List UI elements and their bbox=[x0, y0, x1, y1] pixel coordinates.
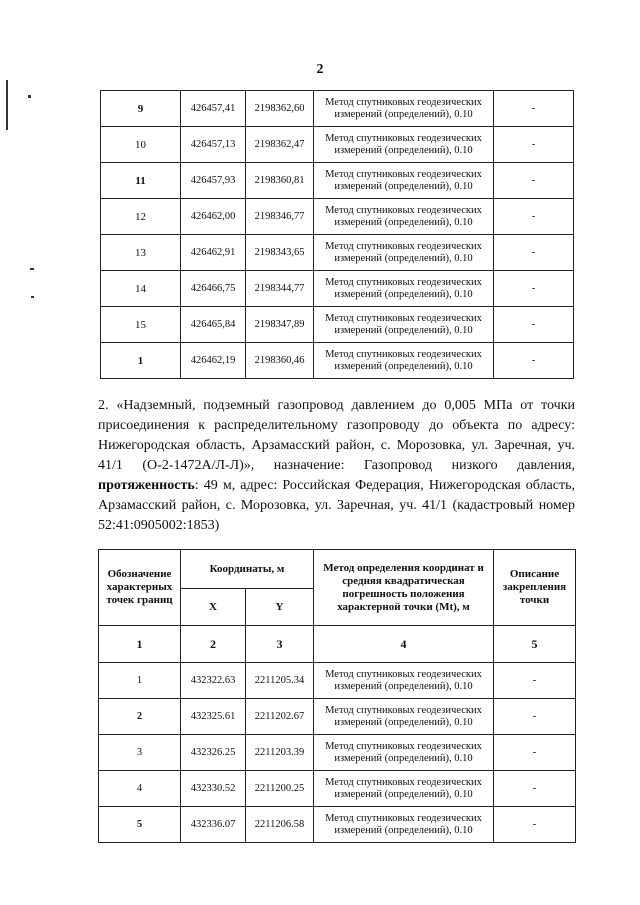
point-number-cell: 10 bbox=[101, 127, 181, 163]
fixing-description-cell: - bbox=[494, 699, 576, 735]
scan-mark bbox=[30, 268, 34, 270]
y-coordinate-cell: 2198343,65 bbox=[246, 235, 314, 271]
method-cell: Метод спутниковых геодезических измерений (определений), 0.10 bbox=[314, 699, 494, 735]
method-cell: Метод спутниковых геодезических измерений (определений), 0.10 bbox=[314, 307, 494, 343]
header-coordinates: Координаты, м bbox=[181, 550, 314, 589]
header-point-designation: Обозначение характерных точек границ bbox=[99, 550, 181, 626]
fixing-description-cell: - bbox=[494, 199, 574, 235]
fixing-description-cell: - bbox=[494, 343, 574, 379]
header-y: Y bbox=[246, 589, 314, 626]
y-coordinate-cell: 2198346,77 bbox=[246, 199, 314, 235]
point-number-cell: 4 bbox=[99, 771, 181, 807]
point-number-cell: 5 bbox=[99, 807, 181, 843]
y-coordinate-cell: 2211202.67 bbox=[246, 699, 314, 735]
scan-mark bbox=[31, 296, 34, 298]
table-row bbox=[101, 127, 574, 163]
column-index: 5 bbox=[494, 626, 576, 663]
boundary-points-table bbox=[98, 549, 576, 843]
method-cell: Метод спутниковых геодезических измерений (определений), 0.10 bbox=[314, 199, 494, 235]
table-row bbox=[99, 663, 576, 699]
method-cell: Метод спутниковых геодезических измерений (определений), 0.10 bbox=[314, 343, 494, 379]
method-cell: Метод спутниковых геодезических измерений (определений), 0.10 bbox=[314, 271, 494, 307]
point-number-cell: 1 bbox=[101, 343, 181, 379]
y-coordinate-cell: 2211200.25 bbox=[246, 771, 314, 807]
boundary-table-header bbox=[99, 550, 576, 626]
point-number-cell: 14 bbox=[101, 271, 181, 307]
table-row bbox=[101, 271, 574, 307]
x-coordinate-cell: 432326.25 bbox=[181, 735, 246, 771]
method-cell: Метод спутниковых геодезических измерений (определений), 0.10 bbox=[314, 91, 494, 127]
fixing-description-cell: - bbox=[494, 235, 574, 271]
x-coordinate-cell: 432325.61 bbox=[181, 699, 246, 735]
y-coordinate-cell: 2211203.39 bbox=[246, 735, 314, 771]
y-coordinate-cell: 2198360,46 bbox=[246, 343, 314, 379]
x-coordinate-cell: 426466,75 bbox=[181, 271, 246, 307]
table-row bbox=[101, 163, 574, 199]
header-method: Метод определения координат и средняя квадратическая погрешность положения характерной точки (Mt), м bbox=[314, 550, 494, 626]
header-x: X bbox=[181, 589, 246, 626]
column-index: 1 bbox=[99, 626, 181, 663]
fixing-description-cell: - bbox=[494, 663, 576, 699]
boundary-table-body bbox=[99, 626, 576, 843]
column-index: 2 bbox=[181, 626, 246, 663]
point-number-cell: 1 bbox=[99, 663, 181, 699]
method-cell: Метод спутниковых геодезических измерений (определений), 0.10 bbox=[314, 771, 494, 807]
y-coordinate-cell: 2211206.58 bbox=[246, 807, 314, 843]
x-coordinate-cell: 432322.63 bbox=[181, 663, 246, 699]
fixing-description-cell: - bbox=[494, 735, 576, 771]
method-cell: Метод спутниковых геодезических измерений (определений), 0.10 bbox=[314, 163, 494, 199]
paragraph-rest: : 49 м, адрес: Российская Федерация, Нижегородская область, Арзамасский район, с. Морозовка, ул. Заречная, уч. 41/1 (кадастровый номер 52:41:0905002:1853) bbox=[98, 478, 575, 533]
x-coordinate-cell: 426462,00 bbox=[181, 199, 246, 235]
point-number-cell: 11 bbox=[101, 163, 181, 199]
table-row bbox=[101, 91, 574, 127]
point-number-cell: 2 bbox=[99, 699, 181, 735]
fixing-description-cell: - bbox=[494, 163, 574, 199]
scan-mark bbox=[28, 95, 31, 98]
fixing-description-cell: - bbox=[494, 127, 574, 163]
point-number-cell: 15 bbox=[101, 307, 181, 343]
table-row bbox=[101, 307, 574, 343]
table-row bbox=[101, 199, 574, 235]
y-coordinate-cell: 2211205.34 bbox=[246, 663, 314, 699]
object-description-paragraph bbox=[98, 396, 575, 536]
y-coordinate-cell: 2198347,89 bbox=[246, 307, 314, 343]
y-coordinate-cell: 2198362,47 bbox=[246, 127, 314, 163]
y-coordinate-cell: 2198360,81 bbox=[246, 163, 314, 199]
fixing-description-cell: - bbox=[494, 807, 576, 843]
column-index-row bbox=[99, 626, 576, 663]
fixing-description-cell: - bbox=[494, 771, 576, 807]
x-coordinate-cell: 426462,19 bbox=[181, 343, 246, 379]
y-coordinate-cell: 2198344,77 bbox=[246, 271, 314, 307]
point-number-cell: 13 bbox=[101, 235, 181, 271]
fixing-description-cell: - bbox=[494, 271, 574, 307]
coordinates-table-continued bbox=[100, 90, 574, 379]
table-row bbox=[99, 807, 576, 843]
x-coordinate-cell: 426462,91 bbox=[181, 235, 246, 271]
x-coordinate-cell: 426457,13 bbox=[181, 127, 246, 163]
table-row bbox=[99, 735, 576, 771]
x-coordinate-cell: 432336.07 bbox=[181, 807, 246, 843]
fixing-description-cell: - bbox=[494, 307, 574, 343]
point-number-cell: 3 bbox=[99, 735, 181, 771]
header-fixing-description: Описание закрепления точки bbox=[494, 550, 576, 626]
coordinates-table-body bbox=[101, 91, 574, 379]
page-number: 2 bbox=[316, 62, 324, 77]
column-index: 3 bbox=[246, 626, 314, 663]
fixing-description-cell: - bbox=[494, 91, 574, 127]
scan-mark bbox=[6, 80, 8, 130]
point-number-cell: 9 bbox=[101, 91, 181, 127]
x-coordinate-cell: 426457,93 bbox=[181, 163, 246, 199]
table-row bbox=[99, 771, 576, 807]
method-cell: Метод спутниковых геодезических измерений (определений), 0.10 bbox=[314, 807, 494, 843]
table-row bbox=[101, 235, 574, 271]
table-row bbox=[101, 343, 574, 379]
table-row bbox=[99, 699, 576, 735]
method-cell: Метод спутниковых геодезических измерений (определений), 0.10 bbox=[314, 127, 494, 163]
x-coordinate-cell: 426457,41 bbox=[181, 91, 246, 127]
point-number-cell: 12 bbox=[101, 199, 181, 235]
method-cell: Метод спутниковых геодезических измерений (определений), 0.10 bbox=[314, 735, 494, 771]
column-index: 4 bbox=[314, 626, 494, 663]
y-coordinate-cell: 2198362,60 bbox=[246, 91, 314, 127]
paragraph-bold-word: протяженность bbox=[98, 478, 195, 493]
method-cell: Метод спутниковых геодезических измерений (определений), 0.10 bbox=[314, 663, 494, 699]
x-coordinate-cell: 432330.52 bbox=[181, 771, 246, 807]
method-cell: Метод спутниковых геодезических измерений (определений), 0.10 bbox=[314, 235, 494, 271]
paragraph-lead: 2. «Надземный, подземный газопровод давлением до 0,005 МПа от точки присоединения к распределительному газопроводу до объекта по адресу: Нижегородская область, Арзамасский район, с. Морозовка, ул. Заречная, уч. 41/1 (О-2-1472А/Л-Л)», назначение: Газопровод низкого давления, bbox=[98, 398, 575, 473]
x-coordinate-cell: 426465,84 bbox=[181, 307, 246, 343]
